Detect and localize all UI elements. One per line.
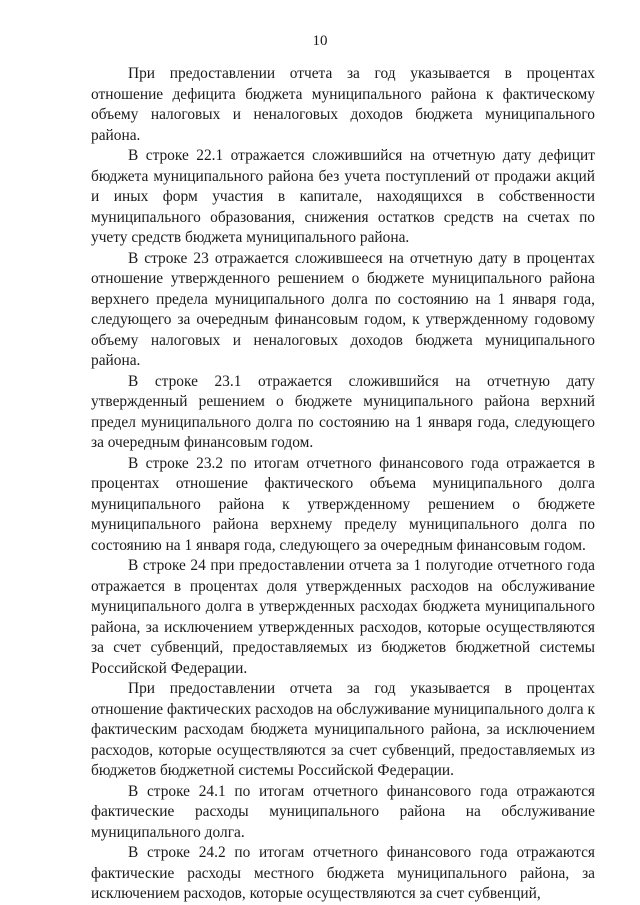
paragraph-4: В строке 23.1 отражается сложившийся на отчетную дату утвержденный решением о бюджете муниципального района верхний предел муниципального долга по состоянию на 1 января года, следующего за очередным финансовым годом. <box>91 372 595 451</box>
paragraph-2: В строке 22.1 отражается сложившийся на отчетную дату дефицит бюджета муниципального района без учета поступлений от продажи акций и иных форм участия в капитале, находящихся в собственности муниципального образования, снижения остатков средств на счетах по учету средств бюджета муниципального района. <box>91 147 595 246</box>
paragraph-9: В строке 24.2 по итогам отчетного финансового года отражаются фактические расходы местного бюджета муниципального района, за исключением расходов, которые осуществляются за счет субвенций, <box>91 844 595 902</box>
paragraph-8: В строке 24.1 по итогам отчетного финансового года отражаются фактические расходы муниципального района на обслуживание муниципального долга. <box>91 782 595 841</box>
page-number: 10 <box>312 33 328 49</box>
paragraph-7: При предоставлении отчета за год указывается в процентах отношение фактических расходов на обслуживание муниципального долга к фактическим расходам бюджета муниципального района, за исключением расходов, которые осуществляются за счет субвенций, предоставляемых из бюджетов бюджетной системы Российской Федерации. <box>91 680 595 779</box>
paragraph-5: В строке 23.2 по итогам отчетного финансового года отражается в процентах отношение фактического объема муниципального долга муниципального района к утвержденному решением о бюджете муниципального района верхнему пределу муниципального долга по состоянию на 1 января года, следующего за очередным финансовым годом. <box>91 454 595 554</box>
document-body <box>91 64 595 905</box>
paragraph-1: При предоставлении отчета за год указывается в процентах отношение дефицита бюджета муниципального района к фактическому объему налоговых и неналоговых доходов бюджета муниципального района. <box>91 65 595 144</box>
paragraph-3: В строке 23 отражается сложившееся на отчетную дату в процентах отношение утвержденного решением о бюджете муниципального района верхнего предела муниципального долга по состоянию на 1 января года, следующего за очередным финансовым годом, к утвержденному годовому объему налоговых и неналоговых доходов бюджета муниципального района. <box>91 249 595 369</box>
paragraph-6: В строке 24 при предоставлении отчета за 1 полугодие отчетного года отражается в процентах доля утвержденных расходов на обслуживание муниципального долга в утвержденных расходах бюджета муниципального района, за исключением утвержденных расходов, которые осуществляются за счет субвенций, предоставляемых из бюджетов бюджетной системы Российской Федерации. <box>91 557 595 677</box>
